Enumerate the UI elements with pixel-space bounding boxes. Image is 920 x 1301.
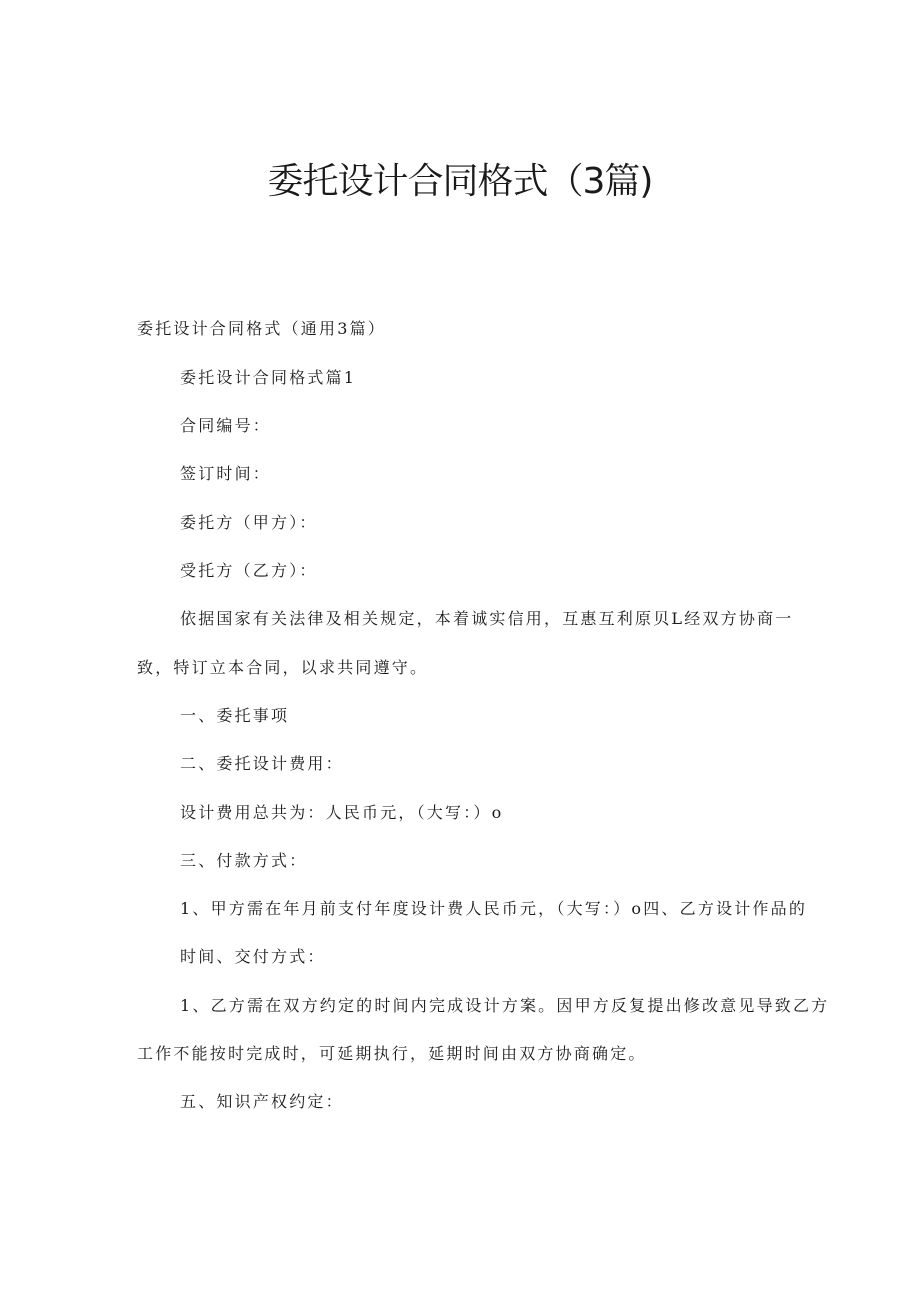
contract-number-line: 合同编号： [180, 416, 272, 435]
document-title: 委托设计合同格式（3篇) [267, 161, 653, 202]
contractor-party-line: 受托方（乙方）： [180, 561, 318, 580]
delivery-line-1: 1、乙方需在双方约定的时间内完成设计方案。因甲方反复提出修改意见导致乙方 [180, 996, 830, 1015]
clause-heading-3: 三、付款方式： [180, 851, 308, 870]
section-heading-line: 委托设计合同格式篇1 [180, 368, 357, 387]
clause-heading-1: 一、委托事项 [180, 706, 290, 725]
subtitle-line: 委托设计合同格式（通用3篇） [137, 319, 386, 338]
signing-time-line: 签订时间： [180, 464, 272, 483]
delivery-line-2: 工作不能按时完成时，可延期执行，延期时间由双方协商确定。 [137, 1044, 647, 1063]
design-fee-line: 设计费用总共为：人民币元，（大写：）o [180, 803, 504, 822]
clause-heading-5: 五、知识产权约定： [180, 1092, 344, 1111]
clause-heading-2: 二、委托设计费用： [180, 754, 344, 773]
payment-line-2: 时间、交付方式： [180, 947, 326, 966]
client-party-line: 委托方（甲方）： [180, 513, 318, 532]
preamble-line-1: 依据国家有关法律及相关规定，本着诚实信用，互惠互利原贝L经双方协商一 [180, 609, 794, 628]
preamble-line-2: 致，特订立本合同，以求共同遵守。 [137, 658, 429, 677]
payment-line-1: 1、甲方需在年月前支付年度设计费人民币元，（大写：）o四、乙方设计作品的 [180, 899, 808, 918]
